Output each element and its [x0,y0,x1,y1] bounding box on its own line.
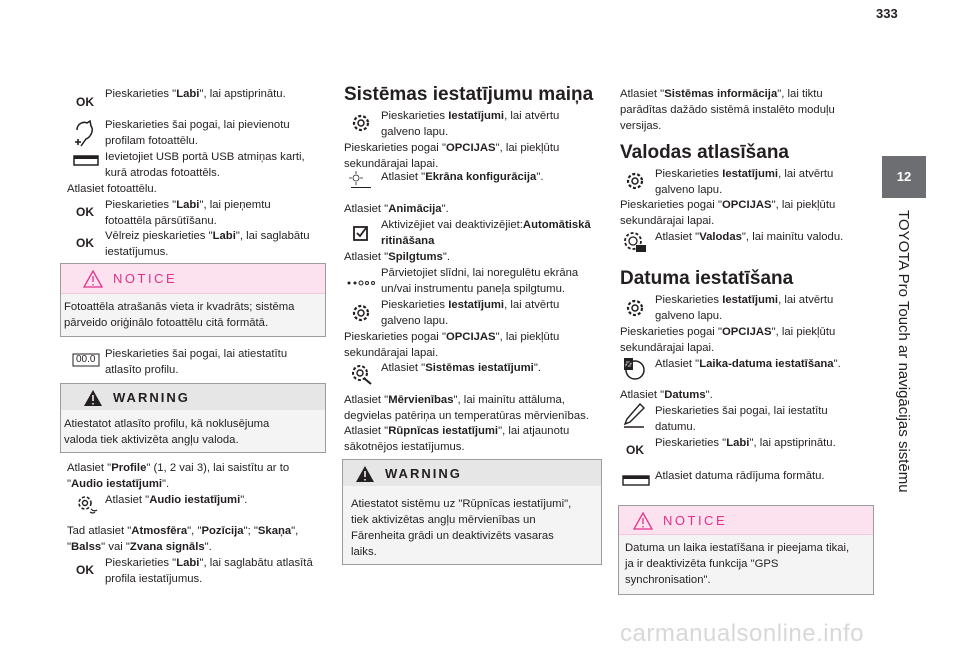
date-format-icon [622,475,650,487]
watermark: carmanualsonline.info [620,620,864,647]
col3-line: versijas. [620,120,662,132]
chapter-title: TOYOTA Pro Touch ar navigācijas sistēmu [895,210,912,493]
col2-line: sekundārajai lapai. [344,158,439,170]
col1-line: iestatījumus. [105,246,169,258]
slider-icon [346,279,376,287]
warning-line: Atiestatot atlasīto profilu, kā noklusējuma [64,418,270,430]
col1-line: Pieskarieties "Labi", lai apstiprinātu. [105,88,286,100]
col2-line: Pieskarieties Iestatījumi, lai atvērtu [381,299,560,311]
col3-line: datumu. [655,421,696,433]
warning-triangle-icon [633,512,653,530]
screen-brightness-icon [348,170,374,192]
col3-line: Pieskarieties "Labi", lai apstiprinātu. [655,437,836,449]
col2-line: Aktivizējiet vai deaktivizējiet:Automātiskā [381,219,591,231]
section-heading: Valodas atlasīšana [620,142,789,163]
col3-line: Atlasiet datuma rādījuma formātu. [655,470,825,482]
notice-line: synchronisation". [625,574,711,586]
col1-line: kurā atrodas fotoattēls. [105,167,220,179]
warning-triangle-icon [83,389,103,407]
add-photo-icon [73,118,99,150]
col3-line: Pieskarieties šai pogai, lai iestatītu [655,405,828,417]
col1-line: fotoattēla pārsūtīšanu. [105,215,217,227]
edit-pencil-icon [622,402,646,428]
ok-icon: OK [76,95,94,109]
notice-line: Fotoattēla atrašanās vieta ir kvadrāts; sistēma [64,301,295,313]
warning-triangle-icon [355,465,375,483]
ok-icon: OK [76,205,94,219]
clock-date-icon [622,356,648,382]
col3-line: Pieskarieties pogai "OPCIJAS", lai piekļūtu [620,326,836,338]
col3-line: Atlasiet "Valodas", lai mainītu valodu. [655,231,844,243]
language-icon [622,230,648,254]
profile-reset-label: 00.0 [76,354,96,365]
col3-line: Atlasiet "Sistēmas informācija", lai tiktu [620,88,823,100]
col3-line: galveno lapu. [655,184,723,196]
col2-line: degvielas patēriņa un temperatūras mērvienības. [344,410,589,422]
col3-line: Pieskarieties pogai "OPCIJAS", lai piekļūtu [620,199,836,211]
notice-line: pārveido oriģinālo fotoattēlu citā formātā. [64,317,269,329]
col1-line: Atlasiet "Audio iestatījumi". [105,494,248,506]
system-settings-icon [348,362,374,386]
warning-line: Fārenheita grādi un deaktivizēts vasaras [351,530,554,542]
settings-gear-icon [350,302,372,324]
ok-icon: OK [76,563,94,577]
col2-line: Pieskarieties pogai "OPCIJAS", lai piekļūtu [344,142,560,154]
col3-line: Pieskarieties Iestatījumi, lai atvērtu [655,294,834,306]
ok-icon: OK [626,443,644,457]
warning-line: laiks. [351,546,377,558]
col2-line: un/vai instrumentu paneļa spilgtumu. [381,283,565,295]
warning-title: WARNING [385,466,462,481]
audio-settings-icon [73,492,99,516]
notice-title: NOTICE [663,513,728,528]
col2-line: Pieskarieties pogai "OPCIJAS", lai piekļūtu [344,331,560,343]
col2-line: ritināšana [381,235,435,247]
ok-icon: OK [76,236,94,250]
page-number: 333 [876,6,898,21]
col3-line: sekundārajai lapai. [620,215,715,227]
col1-line: Atlasiet fotoattēlu. [67,183,157,195]
settings-gear-icon [350,112,372,134]
col2-line: Pieskarieties Iestatījumi, lai atvērtu [381,110,560,122]
warning-box [60,383,326,453]
warning-line: tiek aktivizētas angļu mērvienības un [351,514,536,526]
col2-line: Pārvietojiet slīdni, lai noregulētu ekrāna [381,267,579,279]
warning-line: valoda tiek aktivizēta angļu valoda. [64,434,239,446]
warning-box [342,459,602,565]
col1-line: Ievietojiet USB portā USB atmiņas karti, [105,151,305,163]
settings-gear-icon [624,170,646,192]
col2-line: Atlasiet "Sistēmas iestatījumi". [381,362,541,374]
section-heading: Datuma iestatīšana [620,268,794,289]
notice-line: ja ir deaktivizēta funkcija "GPS [625,558,779,570]
col3-line: Atlasiet "Laika-datuma iestatīšana". [655,358,841,370]
checkbox-checked-icon [352,224,370,242]
col1-line: Vēlreiz pieskarieties "Labi", lai saglabātu [105,230,310,242]
col1-line: atlasīto profilu. [105,364,179,376]
col2-line: Atlasiet "Spilgtums". [344,251,450,263]
col1-line: Pieskarieties šai pogai, lai atiestatītu [105,348,288,360]
col2-line: sākotnējos iestatījumus. [344,441,465,453]
col3-line: Atlasiet "Datums". [620,389,713,401]
col1-line: Pieskarieties "Labi", lai pieņemtu [105,199,271,211]
col1-line: profila iestatījumus. [105,573,203,585]
col1-line: Atlasiet "Profile" (1, 2 vai 3), lai saistītu ar to [67,462,290,474]
notice-line: Datuma un laika iestatīšana ir pieejama tikai, [625,542,850,554]
col2-line: Atlasiet "Ekrāna konfigurācija". [381,171,544,183]
col2-line: Atlasiet "Animācija". [344,203,449,215]
chapter-sidebar [884,210,924,550]
col2-line: galveno lapu. [381,315,449,327]
col1-line: "Balss" vai "Zvana signāls". [67,541,212,553]
col2-line: Atlasiet "Mērvienības", lai mainītu attāluma, [344,394,565,406]
col3-line: sekundārajai lapai. [620,342,715,354]
col1-line: profilam fotoattēlu. [105,135,198,147]
usb-icon [73,155,99,167]
warning-line: Atiestatot sistēmu uz "Rūpnīcas iestatījumi", [351,498,572,510]
col3-line: Pieskarieties Iestatījumi, lai atvērtu [655,168,834,180]
col1-line: Tad atlasiet "Atmosfēra", "Pozīcija"; "Skaņa", [67,525,299,537]
notice-title: NOTICE [113,271,178,286]
notice-box [60,263,326,337]
notice-box [618,505,874,595]
warning-title: WARNING [113,390,190,405]
col2-line: galveno lapu. [381,126,449,138]
col1-line: "Audio iestatījumi". [67,478,170,490]
col3-line: galveno lapu. [655,310,723,322]
col1-line: Pieskarieties šai pogai, lai pievienotu [105,119,290,131]
col1-line: Pieskarieties "Labi", lai saglabātu atlasītā [105,557,313,569]
col3-line: parādītas dažādo sistēmā instalēto moduļu [620,104,835,116]
settings-gear-icon [624,297,646,319]
col2-line: sekundārajai lapai. [344,347,439,359]
section-heading: Sistēmas iestatījumu maiņa [344,84,594,105]
col2-line: Atlasiet "Rūpnīcas iestatījumi", lai atjaunotu [344,425,570,437]
warning-triangle-icon [83,270,103,288]
chapter-tab[interactable]: 12 [882,156,926,198]
